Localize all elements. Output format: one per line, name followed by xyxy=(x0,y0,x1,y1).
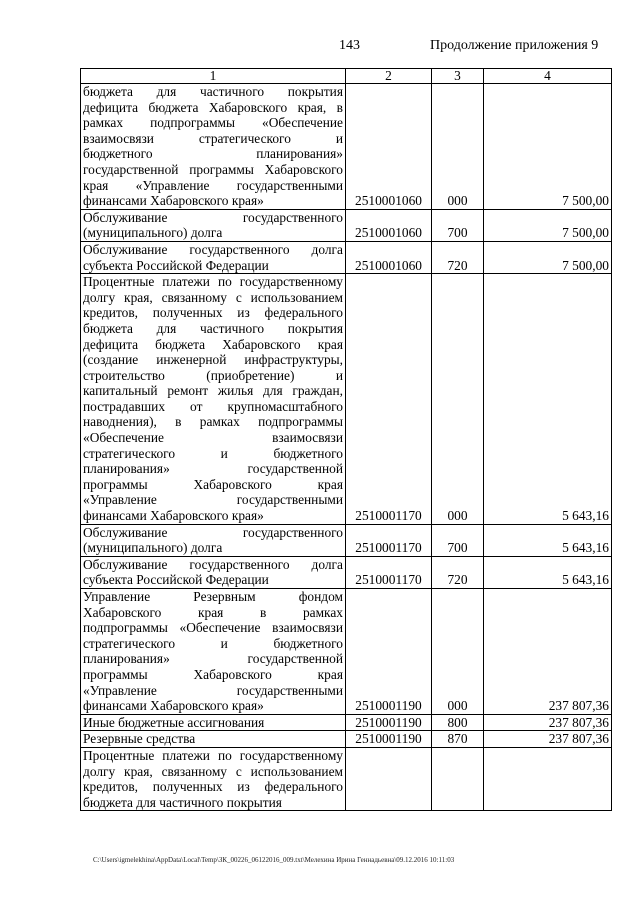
expense-type: 000 xyxy=(432,84,484,210)
amount: 7 500,00 xyxy=(484,209,612,241)
row-description xyxy=(81,731,346,748)
table-row xyxy=(81,274,612,525)
appendix-caption: Продолжение приложения 9 xyxy=(430,38,599,53)
description-line: Резервные средства xyxy=(83,731,196,747)
description-line: пострадавших от крупномасштабного xyxy=(83,398,343,414)
amount: 237 807,36 xyxy=(484,714,612,731)
row-description xyxy=(81,209,346,241)
description-line: субъекта Российской Федерации xyxy=(83,257,269,273)
description-line: Обслуживание государственного долга xyxy=(83,556,343,572)
description-line: края «Управление государственными xyxy=(83,177,343,193)
amount: 5 643,16 xyxy=(484,556,612,588)
description-line: бюджета для частичного покрытия xyxy=(83,84,343,99)
description-line: долгу края, связанному с использованием xyxy=(83,289,343,305)
description-line: кредитов, полученных из федерального xyxy=(83,305,343,321)
budget-table xyxy=(80,68,612,811)
row-description xyxy=(81,524,346,556)
amount xyxy=(484,747,612,810)
expense-type: 870 xyxy=(432,731,484,748)
row-description xyxy=(81,84,346,210)
expense-type: 800 xyxy=(432,714,484,731)
target-code: 2510001170 xyxy=(346,556,432,588)
target-code: 2510001190 xyxy=(346,714,432,731)
amount: 5 643,16 xyxy=(484,274,612,525)
row-description xyxy=(81,747,346,810)
row-description xyxy=(81,714,346,731)
target-code: 2510001060 xyxy=(346,84,432,210)
column-header: 2 xyxy=(346,69,432,84)
description-line: финансами Хабаровского края» xyxy=(83,508,264,524)
target-code: 2510001190 xyxy=(346,731,432,748)
description-line: капитальный ремонт жилья для граждан, xyxy=(83,383,343,399)
column-header: 3 xyxy=(432,69,484,84)
description-line: субъекта Российской Федерации xyxy=(83,572,269,588)
expense-type: 000 xyxy=(432,589,484,715)
target-code: 2510001170 xyxy=(346,274,432,525)
description-line: финансами Хабаровского края» xyxy=(83,698,264,714)
table-row xyxy=(81,731,612,748)
description-line: Хабаровского края в рамках xyxy=(83,604,343,620)
file-path-footer: C:\Users\igmelekhina\AppData\Local\Temp\ЗК_00226_06122016_009.txt\Мелехина Ирина Геннадьевна\09.12.2016 10:11:03 xyxy=(93,856,455,864)
expense-type: 700 xyxy=(432,209,484,241)
table-header-row xyxy=(81,69,612,84)
description-line: стратегического и бюджетного xyxy=(83,635,343,651)
target-code xyxy=(346,747,432,810)
description-line: бюджета для частичного покрытия xyxy=(83,794,282,810)
table-row xyxy=(81,209,612,241)
description-line: подпрограммы «Обеспечение взаимосвязи xyxy=(83,620,343,636)
description-line: дефицита бюджета Хабаровского края, в xyxy=(83,99,343,115)
description-line: (создание инженерной инфраструктуры, xyxy=(83,352,343,368)
description-line: программы Хабаровского края xyxy=(83,476,343,492)
amount: 7 500,00 xyxy=(484,84,612,210)
row-description xyxy=(81,274,346,525)
description-line: Обслуживание государственного xyxy=(83,524,343,540)
description-line: планирования» государственной xyxy=(83,461,343,477)
amount: 5 643,16 xyxy=(484,524,612,556)
description-line: Процентные платежи по государственному xyxy=(83,747,343,763)
amount: 237 807,36 xyxy=(484,589,612,715)
target-code: 2510001170 xyxy=(346,524,432,556)
description-line: строительство (приобретение) и xyxy=(83,367,343,383)
expense-type: 000 xyxy=(432,274,484,525)
description-line: «Управление государственными xyxy=(83,682,343,698)
description-line: «Обеспечение взаимосвязи xyxy=(83,430,343,446)
table-row xyxy=(81,556,612,588)
column-header: 1 xyxy=(81,69,346,84)
page-number: 143 xyxy=(339,38,360,53)
target-code: 2510001190 xyxy=(346,589,432,715)
description-line: кредитов, полученных из федерального xyxy=(83,779,343,795)
row-description xyxy=(81,241,346,273)
table-row xyxy=(81,524,612,556)
amount: 7 500,00 xyxy=(484,241,612,273)
amount: 237 807,36 xyxy=(484,731,612,748)
table-row xyxy=(81,714,612,731)
description-line: бюджетного планирования» xyxy=(83,146,343,162)
description-line: наводнения), в рамках подпрограммы xyxy=(83,414,343,430)
description-line: планирования» государственной xyxy=(83,651,343,667)
description-line: финансами Хабаровского края» xyxy=(83,193,264,209)
row-description xyxy=(81,589,346,715)
description-line: рамках подпрограммы «Обеспечение xyxy=(83,115,343,131)
column-header: 4 xyxy=(484,69,612,84)
description-line: Иные бюджетные ассигнования xyxy=(83,714,265,730)
description-line: стратегического и бюджетного xyxy=(83,445,343,461)
description-line: (муниципального) долга xyxy=(83,225,223,241)
target-code: 2510001060 xyxy=(346,209,432,241)
table-row xyxy=(81,84,612,210)
expense-type: 700 xyxy=(432,524,484,556)
target-code: 2510001060 xyxy=(346,241,432,273)
table-row xyxy=(81,589,612,715)
description-line: Обслуживание государственного xyxy=(83,209,343,225)
description-line: бюджета для частичного покрытия xyxy=(83,320,343,336)
description-line: Процентные платежи по государственному xyxy=(83,274,343,290)
expense-type xyxy=(432,747,484,810)
row-description xyxy=(81,556,346,588)
description-line: долгу края, связанному с использованием xyxy=(83,763,343,779)
description-line: «Управление государственными xyxy=(83,492,343,508)
expense-type: 720 xyxy=(432,556,484,588)
expense-type: 720 xyxy=(432,241,484,273)
description-line: Обслуживание государственного долга xyxy=(83,241,343,257)
description-line: Управление Резервным фондом xyxy=(83,589,343,604)
description-line: дефицита бюджета Хабаровского края xyxy=(83,336,343,352)
description-line: государственной программы Хабаровского xyxy=(83,161,343,177)
description-line: взаимосвязи стратегического и xyxy=(83,130,343,146)
table-row xyxy=(81,241,612,273)
table-row xyxy=(81,747,612,810)
description-line: (муниципального) долга xyxy=(83,540,223,556)
description-line: программы Хабаровского края xyxy=(83,666,343,682)
